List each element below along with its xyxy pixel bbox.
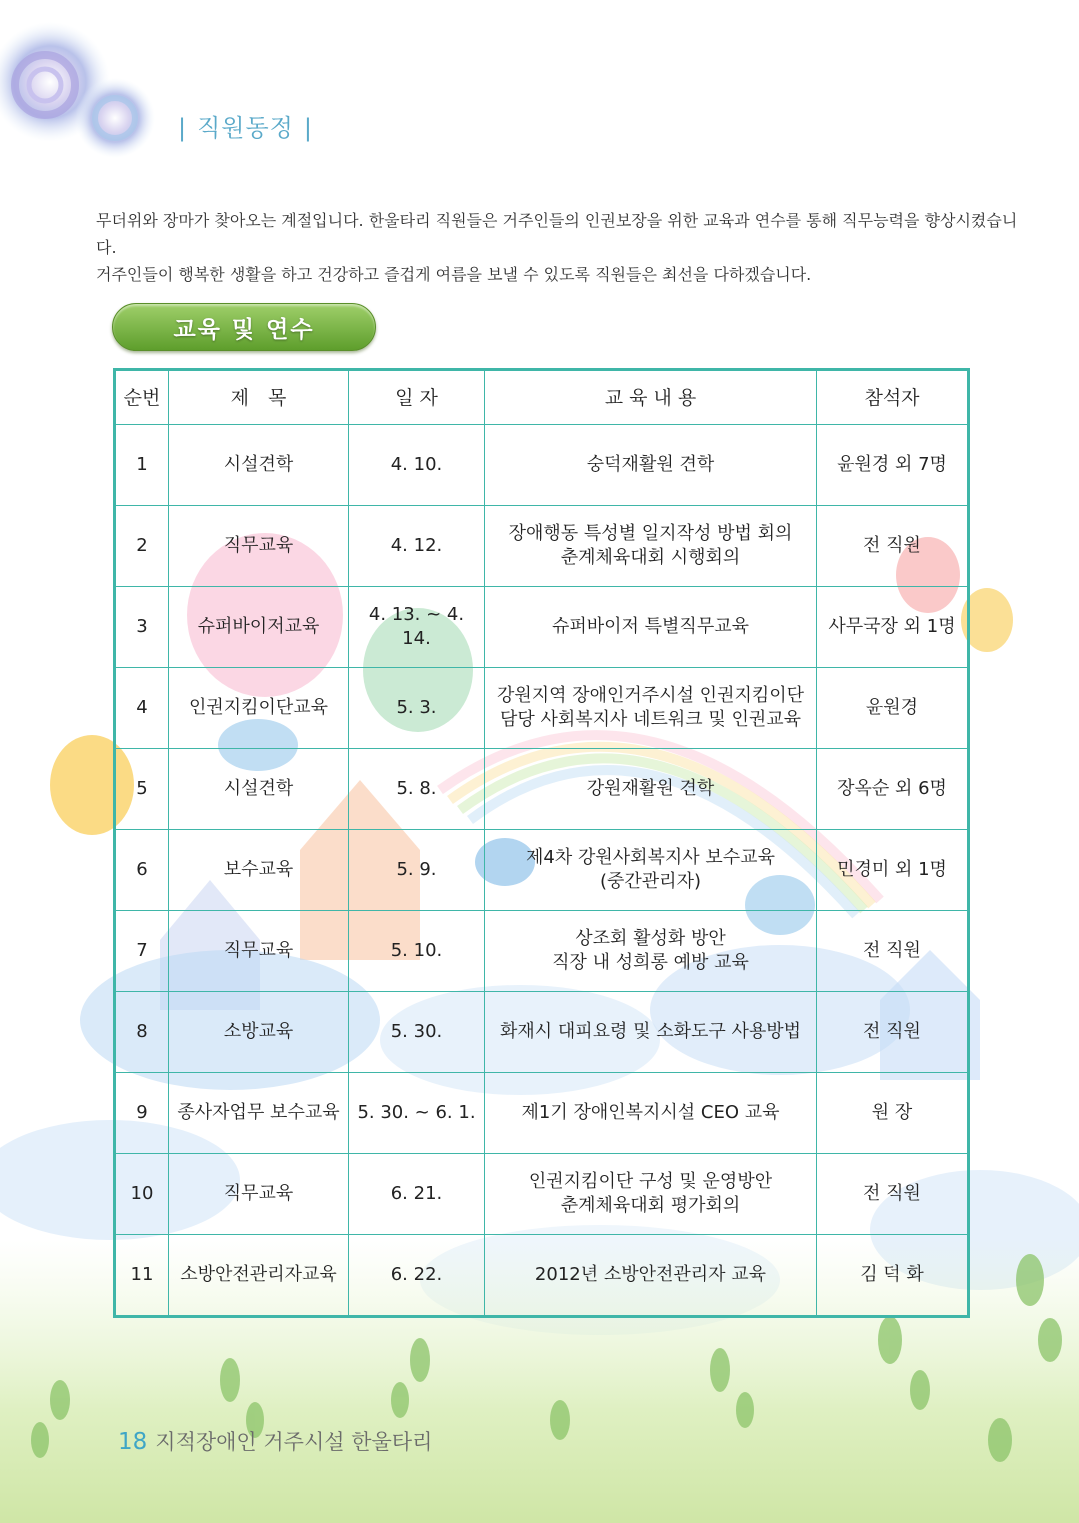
intro-paragraph [96,207,1026,288]
cell-attendee: 전 직원 [817,506,969,587]
cell-title: 시설견학 [169,425,349,506]
cell-title: 시설견학 [169,749,349,830]
cell-date: 5. 8. [349,749,485,830]
cell-content [485,992,817,1073]
table-row [115,668,969,749]
content-line-2: 춘계체육대회 시행회의 [560,547,741,568]
content-line-1: 강원재활원 견학 [586,778,715,799]
header-title: 제 목 [169,370,349,425]
cell-no: 6 [115,830,169,911]
cell-content [485,1154,817,1235]
table-header-row [115,370,969,425]
table-row [115,830,969,911]
cell-no: 8 [115,992,169,1073]
cell-no: 9 [115,1073,169,1154]
table-row [115,587,969,668]
cell-date: 5. 30. ~ 6. 1. [349,1073,485,1154]
cell-title: 소방안전관리자교육 [169,1235,349,1317]
cell-no: 1 [115,425,169,506]
cell-content [485,506,817,587]
intro-line-1: 무더위와 장마가 찾아오는 계절입니다. 한울타리 직원들은 거주인들의 인권보장을 위한 교육과 연수를 통해 직무능력을 향상시켰습니다. [96,211,1018,257]
cell-date: 6. 22. [349,1235,485,1317]
cell-content [485,425,817,506]
cell-no: 2 [115,506,169,587]
cell-title: 직무교육 [169,1154,349,1235]
cell-no: 7 [115,911,169,992]
table-row [115,1073,969,1154]
cell-title: 종사자업무 보수교육 [169,1073,349,1154]
cell-content [485,668,817,749]
cell-date: 4. 10. [349,425,485,506]
section-label-text: 직원동정 [197,114,294,142]
content-line-1: 화재시 대피요령 및 소화도구 사용방법 [499,1021,802,1042]
cell-title: 슈퍼바이저교육 [169,587,349,668]
table-row [115,1235,969,1317]
divider: | [303,114,313,142]
content-line-1: 2012년 소방안전관리자 교육 [534,1264,767,1285]
content-line-1: 상조회 활성화 방안 [575,928,726,949]
cell-attendee: 윤원경 외 7명 [817,425,969,506]
header-no: 순번 [115,370,169,425]
cell-no: 4 [115,668,169,749]
cell-no: 11 [115,1235,169,1317]
cell-content [485,830,817,911]
cell-title: 인권지킴이단교육 [169,668,349,749]
table-row [115,992,969,1073]
cell-date: 5. 3. [349,668,485,749]
publication-name: 지적장애인 거주시설 한울타리 [155,1430,433,1454]
cell-attendee: 원 장 [817,1073,969,1154]
cell-attendee: 전 직원 [817,992,969,1073]
cell-date: 5. 30. [349,992,485,1073]
content-line-1: 제4차 강원사회복지사 보수교육 [526,847,775,868]
cell-content [485,911,817,992]
cell-attendee: 장옥순 외 6명 [817,749,969,830]
cell-title: 소방교육 [169,992,349,1073]
cell-no: 3 [115,587,169,668]
cell-content [485,749,817,830]
table-row [115,749,969,830]
section-badge: 교육 및 연수 [112,303,376,351]
content-line-1: 제1기 장애인복지시설 CEO 교육 [521,1102,780,1123]
header-date: 일 자 [349,370,485,425]
cell-attendee: 전 직원 [817,1154,969,1235]
content-line-1: 슈퍼바이저 특별직무교육 [552,616,749,637]
divider: | [178,114,188,142]
table-row [115,1154,969,1235]
table-row [115,506,969,587]
page-footer [118,1426,432,1456]
cell-title: 보수교육 [169,830,349,911]
content-line-2: 담당 사회복지사 네트워크 및 인권교육 [499,709,802,730]
section-label [168,108,323,143]
intro-line-2: 거주인들이 행복한 생활을 하고 건강하고 즐겁게 여름을 보낼 수 있도록 직원들은 최선을 다하겠습니다. [96,265,812,284]
cell-attendee: 민경미 외 1명 [817,830,969,911]
cell-title: 직무교육 [169,506,349,587]
cell-date: 4. 13. ~ 4. 14. [349,587,485,668]
content-line-2: 춘계체육대회 평가회의 [560,1195,741,1216]
page-number: 18 [118,1429,148,1455]
header-attendee: 참석자 [817,370,969,425]
content-line-1: 숭덕재활원 견학 [586,454,715,475]
content-line-1: 인권지킴이단 구성 및 운영방안 [528,1171,773,1192]
education-table [113,368,970,1318]
cell-attendee: 전 직원 [817,911,969,992]
cell-title: 직무교육 [169,911,349,992]
cell-no: 5 [115,749,169,830]
table-row [115,911,969,992]
cell-date: 5. 9. [349,830,485,911]
content-line-1: 강원지역 장애인거주시설 인권지킴이단 [496,685,805,706]
content-line-2: (중간관리자) [600,871,701,892]
cell-content [485,1073,817,1154]
content-line-1: 장애행동 특성별 일지작성 방법 회의 [508,523,793,544]
content-line-2: 직장 내 성희롱 예방 교육 [552,952,749,973]
cell-attendee: 윤원경 [817,668,969,749]
cell-date: 4. 12. [349,506,485,587]
cell-attendee: 김 덕 화 [817,1235,969,1317]
cell-no: 10 [115,1154,169,1235]
header-content: 교 육 내 용 [485,370,817,425]
cell-content [485,1235,817,1317]
cell-date: 5. 10. [349,911,485,992]
table-row [115,425,969,506]
cell-date: 6. 21. [349,1154,485,1235]
cell-content [485,587,817,668]
cell-attendee: 사무국장 외 1명 [817,587,969,668]
